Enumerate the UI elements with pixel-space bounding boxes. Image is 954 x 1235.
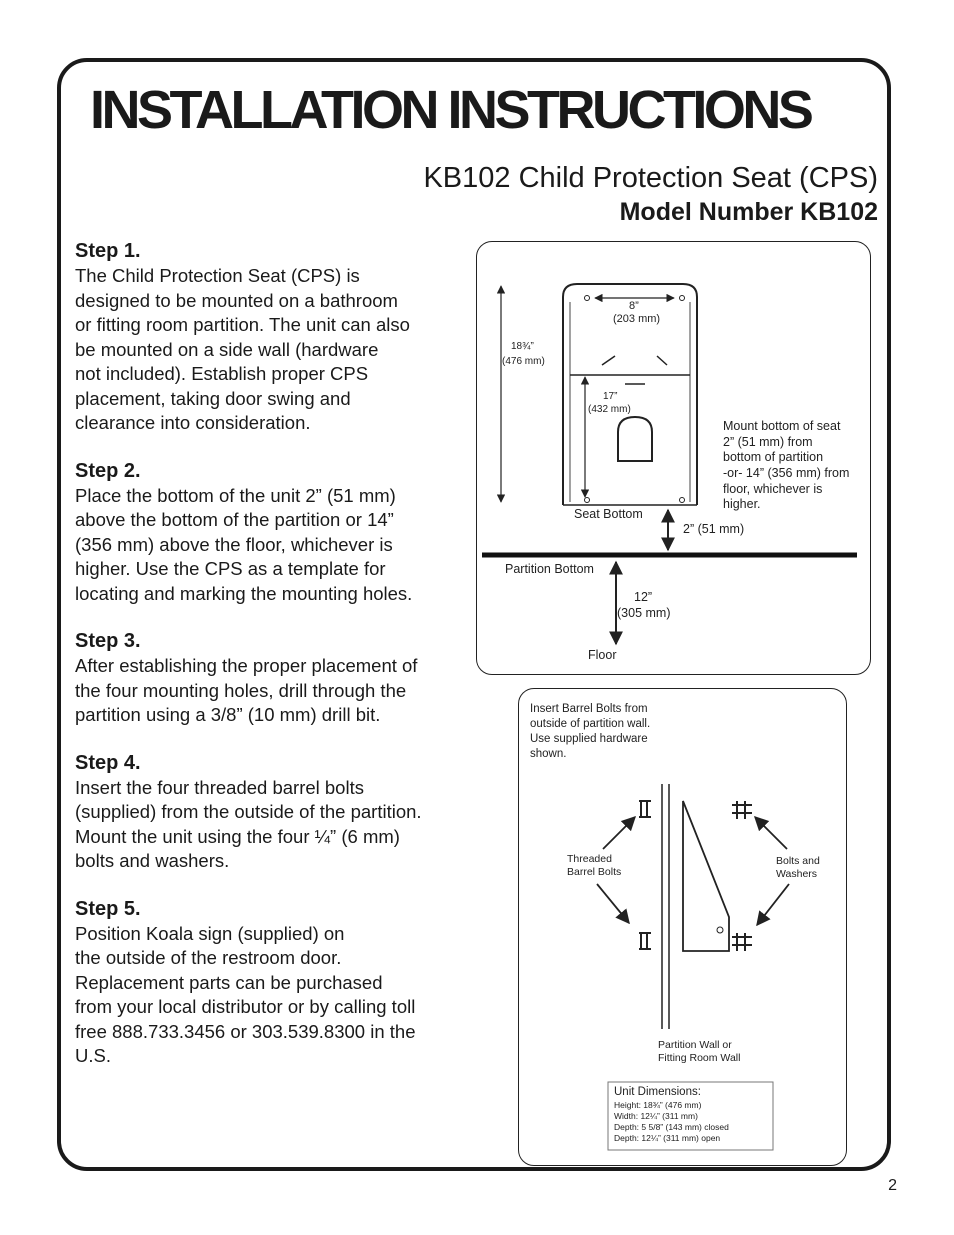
mount-hole: [680, 296, 685, 301]
step-text: The Child Protection Seat (CPS) is designed to be mounted on a bathroom or fitting room partition. The unit can also be mounted on a side wall (hardware not included). Establish proper CPS placement, taking door swing and clearance into consideration.: [75, 265, 410, 433]
placement-diagram: [476, 241, 871, 675]
insert-note: [530, 703, 650, 760]
threaded-label: Barrel Bolts: [567, 866, 622, 878]
floor-dim-label: 12”: [634, 590, 653, 604]
step-title: Step 2.: [75, 459, 141, 482]
insert-note-line: Use supplied hardware: [530, 733, 648, 745]
unit-dimension-line: Depth: 12¼” (311 mm) open: [614, 1133, 721, 1143]
strap-mark: [602, 356, 615, 365]
placement-drawing: [477, 242, 872, 676]
bolt-washer-icon: [732, 801, 752, 819]
width-dim-label: 8”: [629, 300, 639, 312]
step-2: [75, 459, 467, 607]
bolts-label: Bolts and: [776, 855, 820, 867]
hardware-diagram: [518, 688, 847, 1166]
mount-hole: [585, 498, 590, 503]
barrel-bolt-icon: [639, 933, 651, 949]
bolts-label: Washers: [776, 868, 818, 880]
step-text: After establishing the proper placement of the four mounting holes, drill through the partition using a 3/8” (10 mm) drill bit.: [75, 655, 418, 725]
step-text: Insert the four threaded barrel bolts (supplied) from the outside of the partition. Mount the unit using the four ¼” (6 mm) bolts and washers.: [75, 776, 422, 871]
step-title: Step 3.: [75, 630, 141, 652]
gap-dim-label: 2” (51 mm): [683, 522, 745, 536]
mount-note-line: -or- 14” (356 mm) from: [723, 466, 850, 480]
model-number: Model Number KB102: [619, 198, 878, 226]
mount-note-line: 2” (51 mm) from: [723, 435, 813, 449]
step-5: [75, 897, 467, 1069]
height-dim-label: 18¾”: [511, 341, 534, 352]
step-3: [75, 629, 467, 728]
page-number: 2: [888, 1177, 897, 1194]
hardware-drawing: [519, 689, 848, 1167]
height-mm-label: (476 mm): [502, 356, 545, 367]
product-subtitle: KB102 Child Protection Seat (CPS): [423, 162, 878, 194]
mount-note: [723, 419, 849, 511]
seat-bottom-label: Seat Bottom: [574, 507, 643, 521]
step-text: Place the bottom of the unit 2” (51 mm) above the bottom of the partition or 14” (356 mm) above the floor, whichever is higher. Use the CPS as a template for locating and marking the mounting holes.: [75, 484, 413, 604]
wall-label: Partition Wall or: [658, 1039, 732, 1051]
step-1: [75, 239, 467, 436]
handle-opening: [618, 417, 652, 461]
wall-label: Fitting Room Wall: [658, 1052, 741, 1064]
pivot-hole: [717, 927, 723, 933]
pointer-arrow: [757, 884, 789, 925]
seat-mm-label: (432 mm): [588, 404, 631, 415]
bolt-washer-icon: [732, 933, 752, 951]
unit-dimension-line: Depth: 5 5/8” (143 mm) closed: [614, 1122, 729, 1132]
unit-dimension-line: Width: 12¼” (311 mm): [614, 1111, 698, 1121]
step-title: Step 1.: [75, 240, 141, 262]
barrel-bolt-icon: [639, 801, 651, 817]
mount-note-line: Mount bottom of seat: [723, 419, 841, 433]
floor-label: Floor: [588, 648, 617, 662]
mount-note-line: floor, whichever is: [723, 482, 823, 496]
pointer-arrow: [597, 884, 629, 923]
partition-bottom-label: Partition Bottom: [505, 562, 594, 576]
unit-dimension-line: Height: 18¾” (476 mm): [614, 1100, 702, 1110]
insert-note-line: shown.: [530, 748, 567, 760]
unit-dimensions-title: Unit Dimensions:: [614, 1086, 701, 1098]
steps-list: [75, 239, 467, 1092]
step-4: [75, 751, 467, 874]
mount-note-line: bottom of partition: [723, 450, 824, 464]
step-title: Step 5.: [75, 897, 141, 920]
pointer-arrow: [603, 817, 635, 849]
insert-note-line: Insert Barrel Bolts from: [530, 703, 648, 715]
mount-hole: [585, 296, 590, 301]
step-text: Position Koala sign (supplied) on the outside of the restroom door. Replacement parts can be purchased from your local distributor or by calling toll free 888.733.3456 or 303.539.8300 in the U.S.: [75, 922, 416, 1066]
floor-mm-label: (305 mm): [617, 606, 671, 620]
seat-dim-label: 17”: [603, 391, 618, 402]
strap-mark: [657, 356, 667, 365]
insert-note-line: outside of partition wall.: [530, 718, 651, 730]
step-title: Step 4.: [75, 751, 141, 774]
mount-note-line: higher.: [723, 497, 761, 511]
threaded-label: Threaded: [567, 853, 612, 865]
pointer-arrow: [755, 817, 787, 849]
page-title: INSTALLATION INSTRUCTIONS: [90, 80, 811, 140]
width-mm-label: (203 mm): [613, 313, 661, 325]
mount-hole: [680, 498, 685, 503]
